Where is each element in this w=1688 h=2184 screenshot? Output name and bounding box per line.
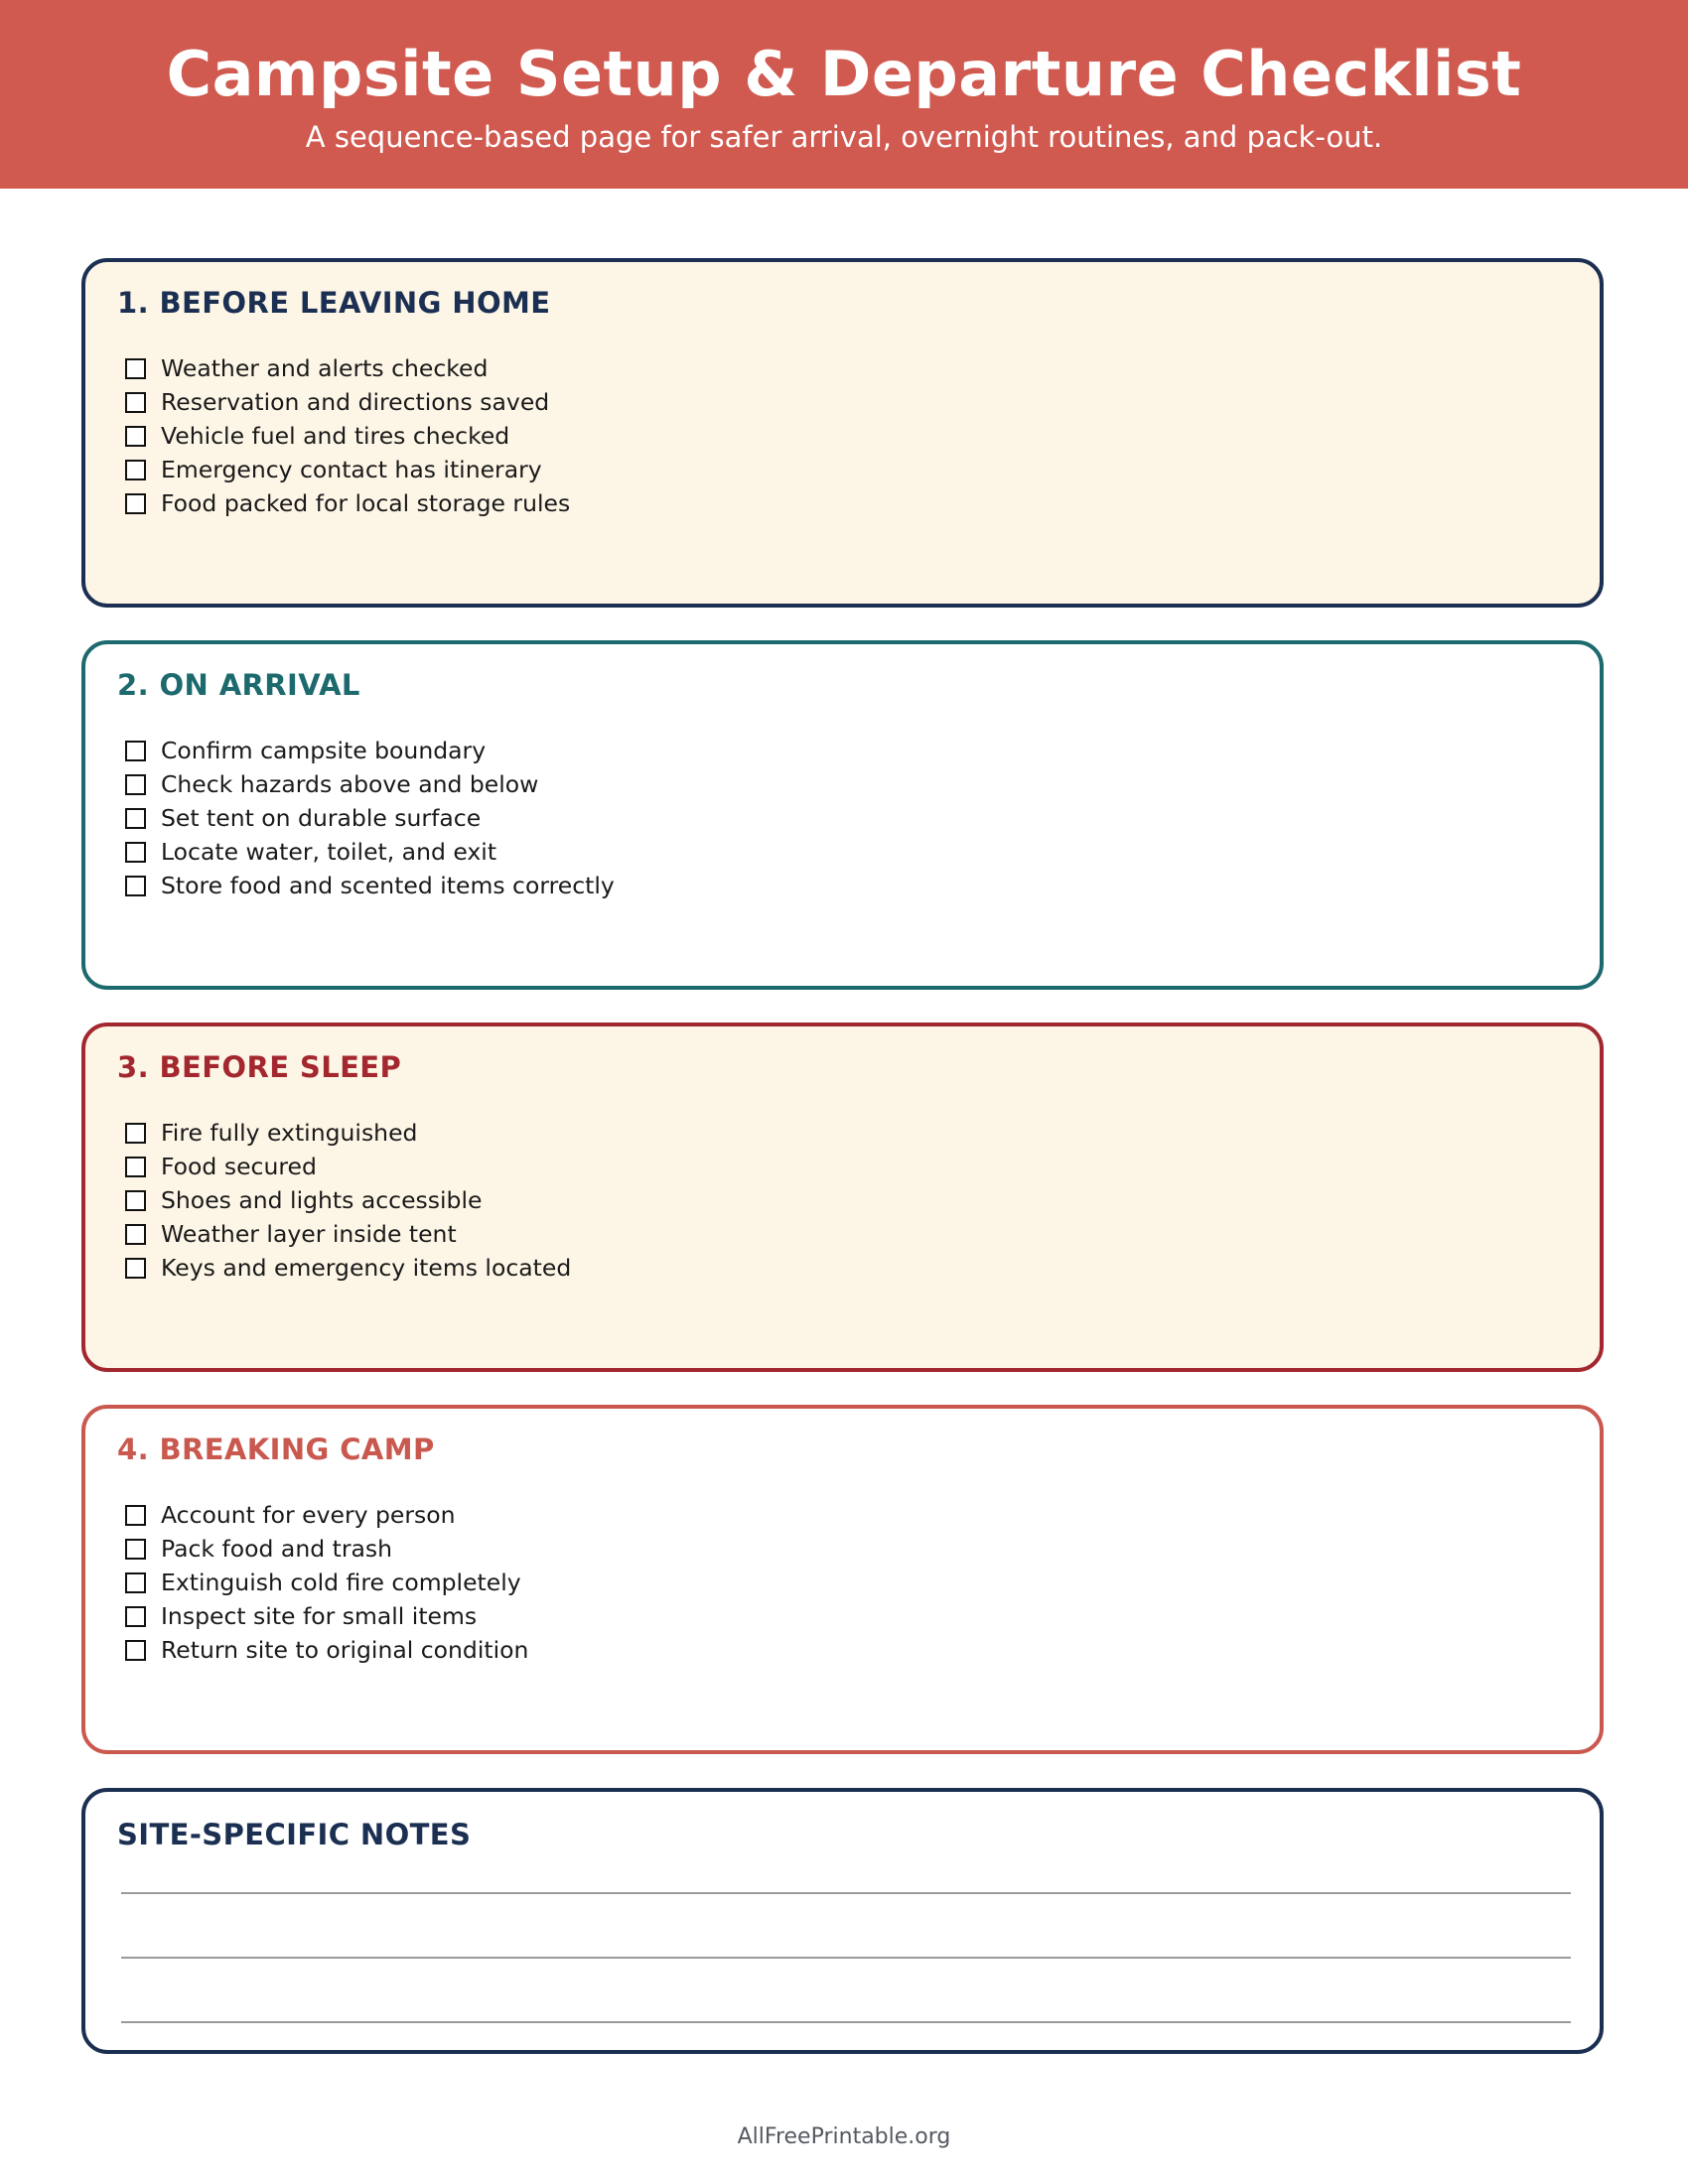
checkbox[interactable] (125, 741, 146, 761)
section-title: 2. ON ARRIVAL (117, 668, 360, 702)
checkbox[interactable] (125, 842, 146, 863)
checklist-item (125, 1498, 528, 1532)
checklist-item-label: Keys and emergency items located (161, 1254, 572, 1282)
writing-line[interactable] (121, 2021, 1571, 2023)
checklist-item (125, 351, 570, 385)
checkbox[interactable] (125, 1157, 146, 1177)
checklist-item (125, 869, 615, 902)
checklist-item-label: Emergency contact has itinerary (161, 456, 542, 483)
checkbox[interactable] (125, 493, 146, 514)
section-breaking-camp (81, 1405, 1604, 1754)
checklist-item (125, 767, 615, 801)
checklist (125, 1498, 528, 1667)
section-on-arrival (81, 640, 1604, 990)
checklist-item-label: Vehicle fuel and tires checked (161, 422, 510, 450)
checklist-item-label: Reservation and directions saved (161, 388, 550, 416)
page-subtitle: A sequence-based page for safer arrival, overnight routines, and pack-out. (305, 120, 1383, 154)
checklist (125, 734, 615, 902)
section-before-sleep (81, 1023, 1604, 1372)
checklist-item (125, 1251, 571, 1285)
checklist-item (125, 801, 615, 835)
checklist-item-label: Shoes and lights accessible (161, 1186, 483, 1214)
checklist-item-label: Food packed for local storage rules (161, 489, 571, 517)
checkbox[interactable] (125, 1123, 146, 1144)
checklist-item-label: Locate water, toilet, and exit (161, 838, 497, 866)
writing-line[interactable] (121, 1892, 1571, 1894)
page-header (0, 0, 1688, 189)
section-title: 4. BREAKING CAMP (117, 1433, 435, 1466)
writing-line[interactable] (121, 1957, 1571, 1959)
section-before-leaving-home (81, 258, 1604, 608)
checklist-item-label: Fire fully extinguished (161, 1119, 418, 1147)
checklist-item-label: Inspect site for small items (161, 1602, 478, 1630)
section-title: 3. BEFORE SLEEP (117, 1050, 402, 1084)
checklist-item-label: Check hazards above and below (161, 770, 539, 798)
checklist-item (125, 835, 615, 869)
checklist-item (125, 419, 570, 453)
checklist (125, 1116, 571, 1285)
checklist-item-label: Account for every person (161, 1501, 456, 1529)
checklist-item-label: Extinguish cold fire completely (161, 1569, 521, 1596)
checklist-item-label: Confirm campsite boundary (161, 737, 487, 764)
checklist-item (125, 1217, 571, 1251)
checklist-item (125, 385, 570, 419)
checkbox[interactable] (125, 426, 146, 447)
checklist-item-label: Return site to original condition (161, 1636, 529, 1664)
checkbox[interactable] (125, 774, 146, 795)
checklist (125, 351, 570, 520)
checkbox[interactable] (125, 1606, 146, 1627)
checkbox[interactable] (125, 1224, 146, 1245)
checkbox[interactable] (125, 876, 146, 896)
checklist-item (125, 1599, 528, 1633)
checklist-item-label: Weather and alerts checked (161, 354, 489, 382)
section-title: SITE-SPECIFIC NOTES (117, 1818, 472, 1851)
checkbox[interactable] (125, 460, 146, 480)
checkbox[interactable] (125, 392, 146, 413)
footer-text: AllFreePrintable.org (737, 2124, 951, 2149)
checkbox[interactable] (125, 358, 146, 379)
section-title: 1. BEFORE LEAVING HOME (117, 286, 551, 320)
checkbox[interactable] (125, 1572, 146, 1593)
checklist-item (125, 453, 570, 486)
checklist-item (125, 1532, 528, 1566)
checkbox[interactable] (125, 1505, 146, 1526)
checkbox[interactable] (125, 1190, 146, 1211)
checklist-item (125, 1633, 528, 1667)
checklist-item-label: Food secured (161, 1153, 317, 1180)
checklist-item (125, 734, 615, 767)
checklist-item (125, 1566, 528, 1599)
checklist-item (125, 1116, 571, 1150)
checkbox[interactable] (125, 1640, 146, 1661)
checkbox[interactable] (125, 1258, 146, 1279)
checklist-item (125, 486, 570, 520)
checklist-item-label: Store food and scented items correctly (161, 872, 615, 899)
checkbox[interactable] (125, 1539, 146, 1560)
checklist-item-label: Weather layer inside tent (161, 1220, 457, 1248)
checklist-item-label: Pack food and trash (161, 1535, 393, 1563)
checklist-item-label: Set tent on durable surface (161, 804, 482, 832)
page-title: Campsite Setup & Departure Checklist (166, 38, 1522, 110)
checkbox[interactable] (125, 808, 146, 829)
checklist-item (125, 1150, 571, 1183)
checklist-item (125, 1183, 571, 1217)
section-site-notes (81, 1788, 1604, 2054)
